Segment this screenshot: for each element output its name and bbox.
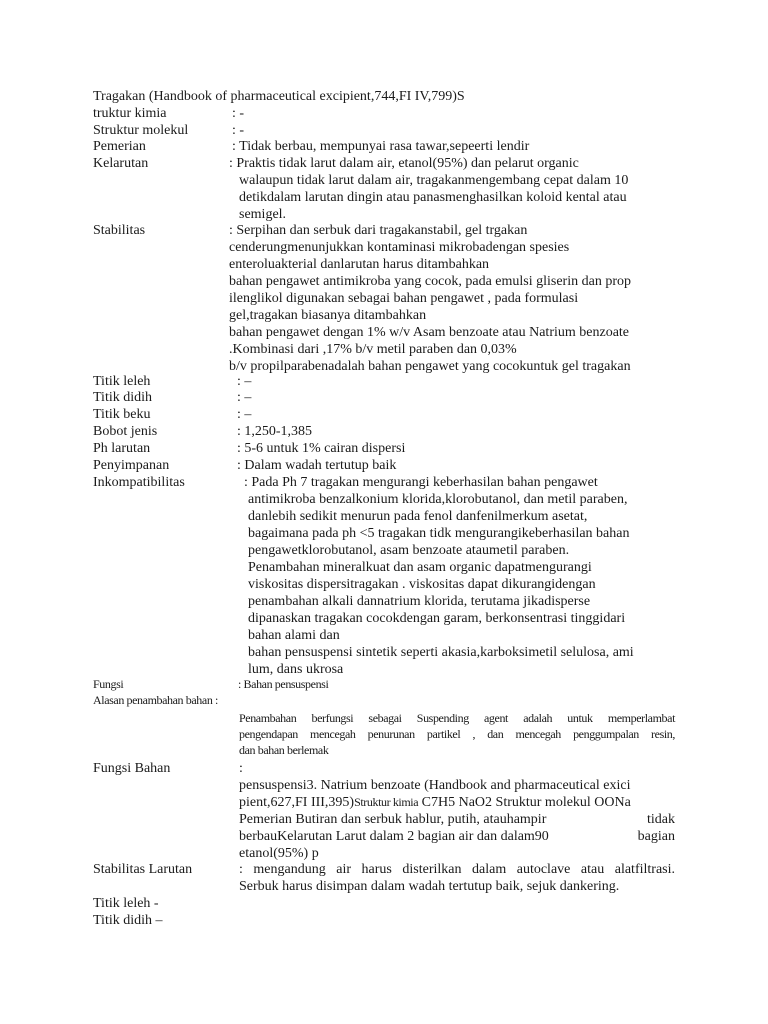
label-stabilitas-larutan: Stabilitas Larutan	[93, 862, 193, 877]
value-fungsi-bahan-colon: :	[239, 761, 243, 776]
value-fungsi: : Bahan pensuspensi	[238, 677, 329, 691]
inkompatibilitas-line: dipanaskan tragakan cocokdengan garam, berkonsentrasi tinggidari	[248, 611, 626, 626]
alasan-line: Penambahan berfungsi sebagai Suspending agent adalah untuk memperlambat	[239, 711, 675, 725]
value-struktur-molekul: : -	[232, 123, 245, 138]
fungsi-bahan-line2-tail: C7H5 NaO2 Struktur molekul OONa	[418, 795, 631, 810]
value-titik-leleh: : –	[237, 374, 252, 389]
inkompatibilitas-line: antimikroba benzalkonium klorida,klorobutanol, dan metil paraben,	[248, 492, 628, 507]
value-fungsi-bahan	[239, 777, 675, 862]
fungsi-bahan-struktur-kimia: Struktur kimia	[354, 795, 419, 809]
inkompatibilitas-line: penambahan alkali dannatrium klorida, terutama jikadisperse	[248, 594, 591, 609]
alasan-line: dan bahan berlemak	[239, 743, 329, 757]
label-penyimpanan: Penyimpanan	[93, 458, 170, 473]
fungsi-bahan-line	[239, 811, 675, 828]
label-fungsi: Fungsi	[93, 677, 124, 691]
value-kelarutan	[229, 155, 675, 223]
label-ph-larutan: Ph larutan	[93, 441, 151, 456]
label-stabilitas: Stabilitas	[93, 223, 146, 238]
value-ph-larutan: : 5-6 untuk 1% cairan dispersi	[237, 441, 406, 456]
label-kelarutan: Kelarutan	[93, 156, 149, 171]
kelarutan-line: detikdalam larutan dingin atau panasmenghasilkan koloid kental atau	[239, 190, 627, 205]
label-struktur-kimia: truktur kimia	[93, 106, 167, 121]
value-stabilitas	[229, 222, 675, 375]
inkompatibilitas-line: viskositas dispersitragakan . viskositas dapat dikurangidengan	[248, 577, 596, 592]
value-titik-didih: : –	[237, 390, 252, 405]
label-bobot-jenis: Bobot jenis	[93, 424, 158, 439]
stabilitas-line: : Serpihan dan serbuk dari tragakanstabil, gel trgakan	[229, 223, 528, 238]
stabilitas-larutan-line: Serbuk harus disimpan dalam wadah tertutup baik, sejuk dankering.	[239, 879, 620, 894]
label-struktur-molekul: Struktur molekul	[93, 123, 189, 138]
label-titik-beku: Titik beku	[93, 407, 151, 422]
fungsi-bahan-line	[239, 794, 675, 811]
value-stabilitas-larutan	[239, 861, 675, 895]
stabilitas-line: bahan pengawet dengan 1% w/v Asam benzoate atau Natrium benzoate	[229, 325, 630, 340]
fungsi-bahan-line3-text: Pemerian Butiran dan serbuk hablur, putih, atauhampir	[239, 812, 547, 827]
inkompatibilitas-line: pengawetklorobutanol, asam benzoate ataumetil paraben.	[248, 543, 570, 558]
label-titik-didih-2: Titik didih –	[93, 913, 163, 928]
inkompatibilitas-line: : Pada Ph 7 tragakan mengurangi keberhasilan bahan pengawet	[244, 475, 598, 490]
stabilitas-line: enteroluakterial danlarutan harus ditambahkan	[229, 257, 490, 272]
label-titik-leleh: Titik leleh	[93, 374, 151, 389]
value-inkompatibilitas	[244, 474, 684, 678]
label-alasan-penambahan: Alasan penambahan bahan :	[93, 693, 218, 707]
label-pemerian: Pemerian	[93, 139, 146, 154]
value-struktur-kimia: : -	[232, 106, 245, 121]
stabilitas-line: b/v propilparabenadalah bahan pengawet yang cocokuntuk gel tragakan	[229, 359, 631, 374]
inkompatibilitas-line: bahan alami dan	[248, 628, 340, 643]
inkompatibilitas-line: Penambahan mineralkuat dan asam organic dapatmengurangi	[248, 560, 592, 575]
label-fungsi-bahan: Fungsi Bahan	[93, 761, 171, 776]
kelarutan-line: semigel.	[239, 207, 287, 222]
value-penyimpanan: : Dalam wadah tertutup baik	[237, 458, 397, 473]
stabilitas-larutan-line: : mengandung air harus disterilkan dalam autoclave atau alatfiltrasi.	[239, 862, 675, 877]
value-pemerian: : Tidak berbau, mempunyai rasa tawar,sepeerti lendir	[232, 139, 530, 154]
inkompatibilitas-line: bahan pensuspensi sintetik seperti akasia,karboksimetil selulosa, ami	[248, 645, 634, 660]
label-inkompatibilitas: Inkompatibilitas	[93, 475, 185, 490]
inkompatibilitas-line: lum, dans ukrosa	[248, 662, 344, 677]
alasan-line: pengendapan mencegah penurunan partikel , dan mencegah penggumpalan resin,	[239, 727, 675, 741]
fungsi-bahan-line: etanol(95%) p	[239, 846, 319, 861]
value-bobot-jenis: : 1,250-1,385	[237, 424, 313, 439]
fungsi-bahan-line4-text: berbauKelarutan Larut dalam 2 bagian air dan dalam90	[239, 829, 549, 844]
fungsi-bahan-line4-tail: bagian	[637, 829, 675, 844]
label-titik-didih: Titik didih	[93, 390, 153, 405]
stabilitas-line: .Kombinasi dari ,17% b/v metil paraben dan 0,03%	[229, 342, 517, 357]
inkompatibilitas-line: danlebih sedikit menurun pada fenol danfenilmerkum asetat,	[248, 509, 588, 524]
value-titik-beku: : –	[237, 407, 252, 422]
kelarutan-line: : Praktis tidak larut dalam air, etanol(95%) dan pelarut organic	[229, 156, 579, 171]
label-titik-leleh-2: Titik leleh -	[93, 896, 159, 911]
inkompatibilitas-line: bagaimana pada ph <5 tragakan tidk mengurangikeberhasilan bahan	[248, 526, 630, 541]
stabilitas-line: ilenglikol digunakan sebagai bahan pengawet , pada formulasi	[229, 291, 579, 306]
fungsi-bahan-line	[239, 828, 675, 845]
value-alasan-penambahan	[239, 710, 675, 758]
fungsi-bahan-line: pensuspensi3. Natrium benzoate (Handbook and pharmaceutical exici	[239, 778, 631, 793]
stabilitas-line: bahan pengawet antimikroba yang cocok, pada emulsi gliserin dan prop	[229, 274, 631, 289]
fungsi-bahan-line3-tail: tidak	[647, 812, 675, 827]
kelarutan-line: walaupun tidak larut dalam air, tragakanmengembang cepat dalam 10	[239, 173, 629, 188]
stabilitas-line: gel,tragakan biasanya ditambahkan	[229, 308, 427, 323]
fungsi-bahan-line2-text: pient,627,FI III,395)	[239, 795, 355, 810]
document-heading: Tragakan (Handbook of pharmaceutical excipient,744,FI IV,799)S	[93, 89, 465, 104]
stabilitas-line: cenderungmenunjukkan kontaminasi mikrobadengan spesies	[229, 240, 570, 255]
